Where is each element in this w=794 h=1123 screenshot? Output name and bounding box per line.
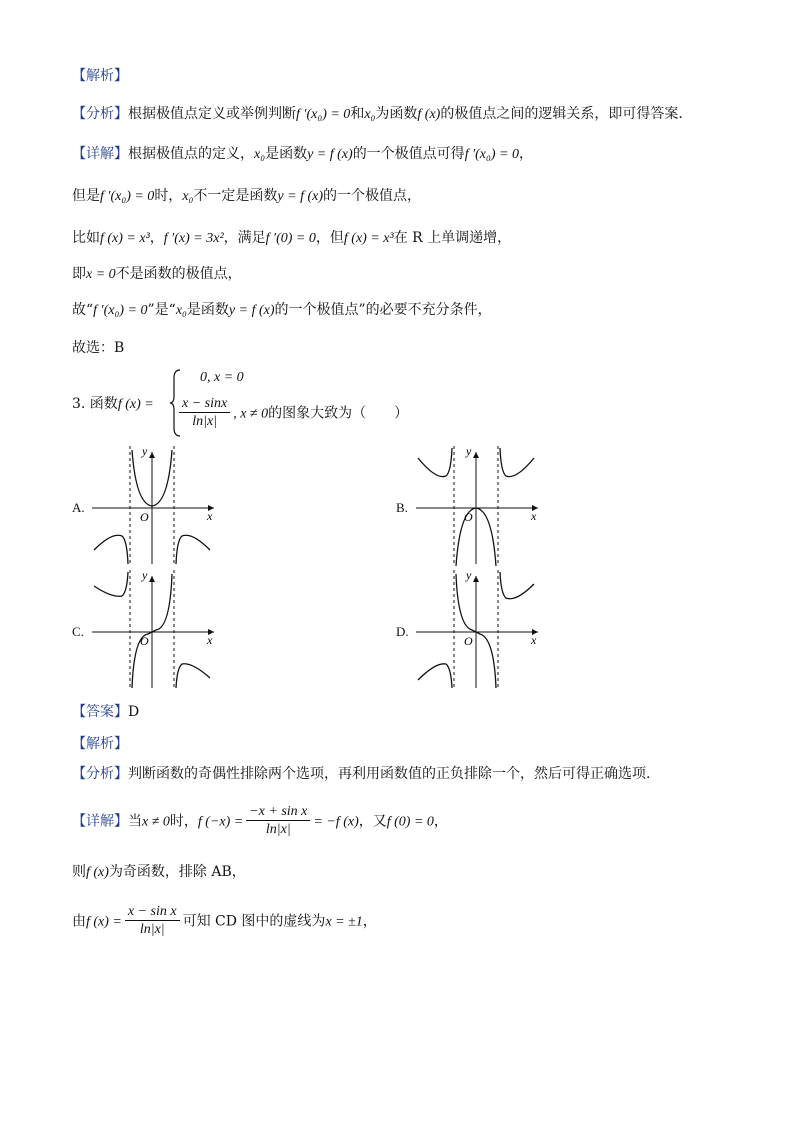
curve-left (94, 535, 128, 564)
numerator: x − sinx (179, 396, 230, 413)
math: f ′(x) = 3x² (163, 231, 224, 246)
text: 的一个极值点”的必要不充分条件， (274, 302, 492, 318)
detail-line (72, 144, 533, 165)
math: x₀ (364, 107, 376, 122)
answer-tag: 【答案】 (72, 704, 128, 720)
curve-left (418, 664, 452, 688)
x-label: x (531, 633, 537, 647)
answer-line (72, 702, 139, 722)
math: f ′(x₀) = 0 (296, 107, 351, 122)
origin-label: O (464, 510, 473, 524)
denominator: ln|x| (139, 922, 165, 937)
numerator: x − sin x (125, 904, 180, 921)
y-label: y (142, 570, 148, 582)
text: 但是 (72, 188, 100, 204)
text: 是函数 (186, 302, 229, 318)
detail-line-5 (72, 264, 242, 285)
text: 即 (72, 266, 86, 282)
y-label: y (466, 570, 472, 582)
math: f (−x) = (197, 814, 244, 830)
math: f (x) (417, 107, 441, 122)
text: ， (149, 230, 164, 246)
text: 比如 (72, 230, 100, 246)
denominator: ln|x| (192, 414, 218, 429)
text: ，但 (315, 230, 344, 246)
text: ，又 (358, 813, 387, 830)
graph-option-c[interactable] (92, 570, 222, 690)
math: x₀ (182, 189, 194, 204)
text: 判断函数的奇偶性排除两个选项，再利用函数值的正负排除一个，然后可得正确选项. (128, 766, 651, 782)
choice-line: 故选：B (72, 340, 125, 356)
detail-line-4 (72, 228, 511, 249)
math: x = ±1 (325, 914, 363, 930)
math: y = f (x) (307, 147, 353, 162)
curve-right (176, 664, 210, 688)
detail-line-3 (72, 186, 421, 207)
text: 可知 CD 图中的虚线为 (182, 913, 326, 930)
analysis-tag: 【分析】 (72, 766, 128, 782)
section-heading-2: 【解析】 (72, 736, 128, 752)
x-label: x (531, 509, 537, 523)
math: y = f (x) (228, 303, 275, 318)
origin-label: O (140, 634, 149, 648)
math: f (x) (86, 865, 109, 880)
math: f ′(0) = 0 (265, 231, 316, 246)
text: ， (362, 913, 377, 930)
math: f (x) = (86, 914, 122, 930)
text: 时， (169, 813, 198, 830)
text: ， (519, 146, 533, 162)
curve-left (418, 448, 452, 477)
option-d-label[interactable]: D. (396, 624, 409, 639)
math: f (x) = (117, 397, 154, 412)
text: 由 (72, 913, 86, 930)
math: f (x) = x³ (100, 231, 150, 246)
math: f ′(x₀) = 0 (100, 189, 155, 204)
text: 是函数 (265, 146, 308, 162)
math: f ′(x₀) = 0 (464, 147, 519, 162)
detail-tag: 【详解】 (72, 146, 128, 162)
denominator: ln|x| (265, 822, 291, 837)
text: 不一定是函数 (193, 188, 278, 204)
section-heading: 【解析】 (72, 68, 128, 84)
option-c-label[interactable]: C. (72, 624, 84, 639)
text: 不是函数的极值点， (115, 266, 242, 282)
math: x₀ (175, 303, 187, 318)
text: ，满足 (223, 230, 266, 246)
text: 当 (128, 813, 142, 830)
analysis-line-2 (72, 764, 650, 784)
text: 为奇函数，排除 AB， (108, 864, 246, 880)
text: 的一个极值点可得 (352, 146, 465, 162)
analysis-tag: 【分析】 (72, 106, 128, 122)
text: 为函数 (375, 106, 418, 122)
x-label: x (207, 633, 213, 647)
text: 根据极值点定义或举例判断 (128, 106, 296, 122)
text: 的一个极值点， (323, 188, 421, 204)
math: x = 0 (86, 267, 116, 282)
text: 的极值点之间的逻辑关系，即可得答案. (440, 106, 683, 122)
fraction (125, 904, 180, 939)
case-1: 0, x = 0 (200, 370, 244, 385)
detail-line-2-2 (72, 862, 246, 883)
detail-line-2-1 (72, 804, 448, 839)
curve-left (94, 572, 128, 596)
text: 在 R 上单调递增， (393, 230, 512, 246)
math: y = f (x) (277, 189, 323, 204)
answer-value: D (128, 704, 140, 720)
origin-label: O (464, 634, 473, 648)
fraction (246, 804, 310, 839)
math: f ′(x₀) = 0 (93, 303, 148, 318)
text: 根据极值点的定义， (128, 146, 254, 162)
text: 故“ (72, 302, 94, 318)
text: 3. 函数 (72, 396, 118, 412)
question-number (72, 394, 154, 415)
numerator: −x + sin x (246, 804, 310, 821)
option-a-label[interactable]: A. (72, 500, 85, 515)
origin-label: O (140, 510, 149, 524)
detail-line-2-3 (72, 904, 377, 939)
condition: , x ≠ 0 (233, 406, 269, 422)
case-2 (176, 396, 408, 431)
y-label: y (466, 446, 472, 458)
question-tail: 的图象大致为（ ） (268, 405, 409, 422)
curve-right (500, 448, 534, 477)
detail-line-6 (72, 300, 492, 321)
curve-right (176, 535, 210, 564)
detail-tag: 【详解】 (72, 813, 128, 830)
text: 则 (72, 864, 86, 880)
graph-option-d[interactable] (416, 570, 546, 690)
curve-right (500, 572, 534, 599)
math: = −f (x) (313, 814, 359, 830)
math: f (x) = x³ (343, 231, 394, 246)
analysis-line (72, 104, 683, 125)
case-2-fraction (179, 396, 230, 431)
text: ， (433, 813, 448, 830)
math: f (0) = 0 (386, 814, 434, 830)
graph-option-a[interactable] (92, 446, 222, 566)
y-label: y (142, 446, 148, 458)
math: x ≠ 0 (142, 814, 170, 830)
math: x₀ (254, 147, 266, 162)
graph-option-b[interactable] (416, 446, 546, 566)
text: 和 (350, 106, 365, 122)
text: ”是“ (147, 302, 176, 318)
text: 时， (154, 188, 183, 204)
option-b-label[interactable]: B. (396, 500, 408, 515)
x-label: x (207, 509, 213, 523)
